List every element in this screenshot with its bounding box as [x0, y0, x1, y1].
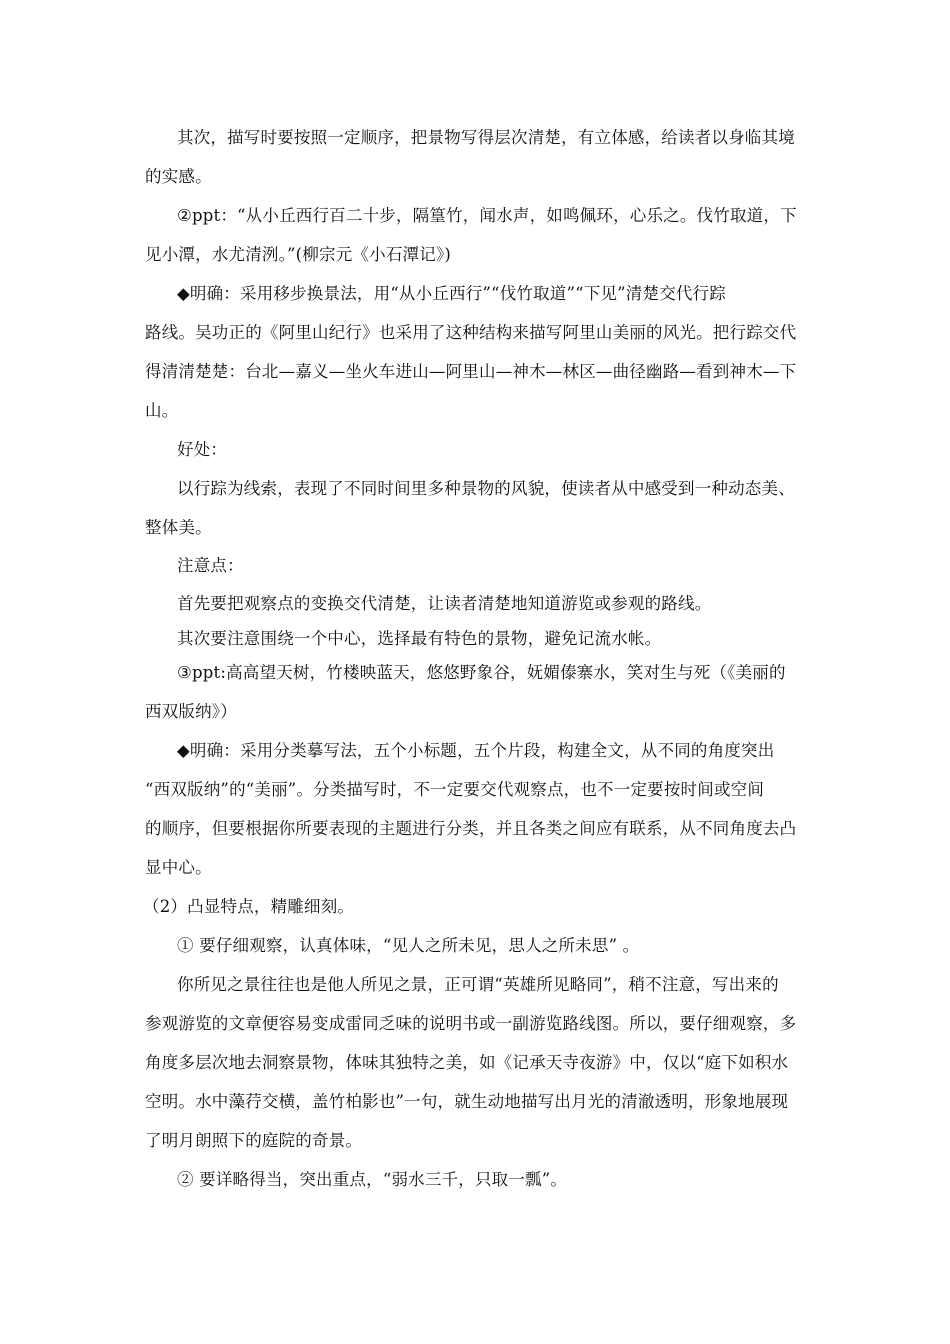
text-line: 见小潭，水尤清洌。”(柳宗元《小石潭记》): [145, 245, 452, 264]
text-line: 山。: [145, 401, 179, 420]
text-line: 其次要注意围绕一个中心，选择最有特色的景物，避免记流水帐。: [177, 629, 662, 648]
text-line: ③ppt:高高望天树，竹楼映蓝天，悠悠野象谷，妩媚傣寨水，笑对生与死（《美丽的: [177, 663, 786, 682]
text-line: 得清清楚楚：台北—嘉义—坐火车进山—阿里山—神木—林区—曲径幽路—看到神木—下: [145, 362, 797, 381]
text-line: 以行踪为线索，表现了不同时间里多种景物的风貌，使读者从中感受到一种动态美、: [177, 479, 795, 498]
text-line: 好处：: [177, 440, 228, 459]
text-line: 的顺序，但要根据你所要表现的主题进行分类，并且各类之间应有联系，从不同角度去凸: [145, 819, 797, 838]
text-line: 其次，描写时要按照一定顺序，把景物写得层次清楚，有立体感，给读者以身临其境: [177, 128, 795, 147]
text-line: 空明。水中藻荇交横，盖竹柏影也”一句，就生动地描写出月光的清澈透明，形象地展现: [145, 1092, 789, 1111]
text-line: ②ppt：“从小丘西行百二十步，隔篁竹，闻水声，如鸣佩环，心乐之。伐竹取道，下: [177, 206, 797, 225]
text-line: 你所见之景往往也是他人所见之景，正可谓“英雄所见略同”，稍不注意，写出来的: [177, 975, 779, 994]
text-line: 参观游览的文章便容易变成雷同乏味的说明书或一副游览路线图。所以，要仔细观察，多: [145, 1014, 797, 1033]
text-line: ① 要仔细观察，认真体味，“见人之所未见，思人之所未思” 。: [177, 936, 640, 955]
text-line: 了明月朗照下的庭院的奇景。: [145, 1131, 363, 1150]
text-line: 西双版纳》）: [145, 702, 237, 721]
text-line: 路线。吴功正的《阿里山纪行》也采用了这种结构来描写阿里山美丽的风光。把行踪交代: [145, 323, 797, 342]
text-line: 的实感。: [145, 167, 212, 186]
text-line: 注意点：: [177, 556, 244, 575]
text-line: 角度多层次地去洞察景物，体味其独特之美，如《记承天寺夜游》中，仅以“庭下如积水: [145, 1053, 789, 1072]
text-line: ◆明确：采用移步换景法，用“从小丘西行”“伐竹取道”“下见”清楚交代行踪: [177, 284, 727, 303]
text-line: 首先要把观察点的变换交代清楚，让读者清楚地知道游览或参观的路线。: [177, 594, 712, 613]
text-line: “西双版纳”的“美丽”。分类描写时，不一定要交代观察点，也不一定要按时间或空间: [145, 780, 765, 799]
section-heading: （2）凸显特点，精雕细刻。: [143, 897, 355, 916]
text-line: 显中心。: [145, 858, 212, 877]
text-line: ◆明确：采用分类摹写法，五个小标题，五个片段，构建全文，从不同的角度突出: [177, 741, 775, 760]
text-line: ② 要详略得当，突出重点，“弱水三千，只取一瓢”。: [177, 1170, 568, 1189]
text-line: 整体美。: [145, 518, 212, 537]
